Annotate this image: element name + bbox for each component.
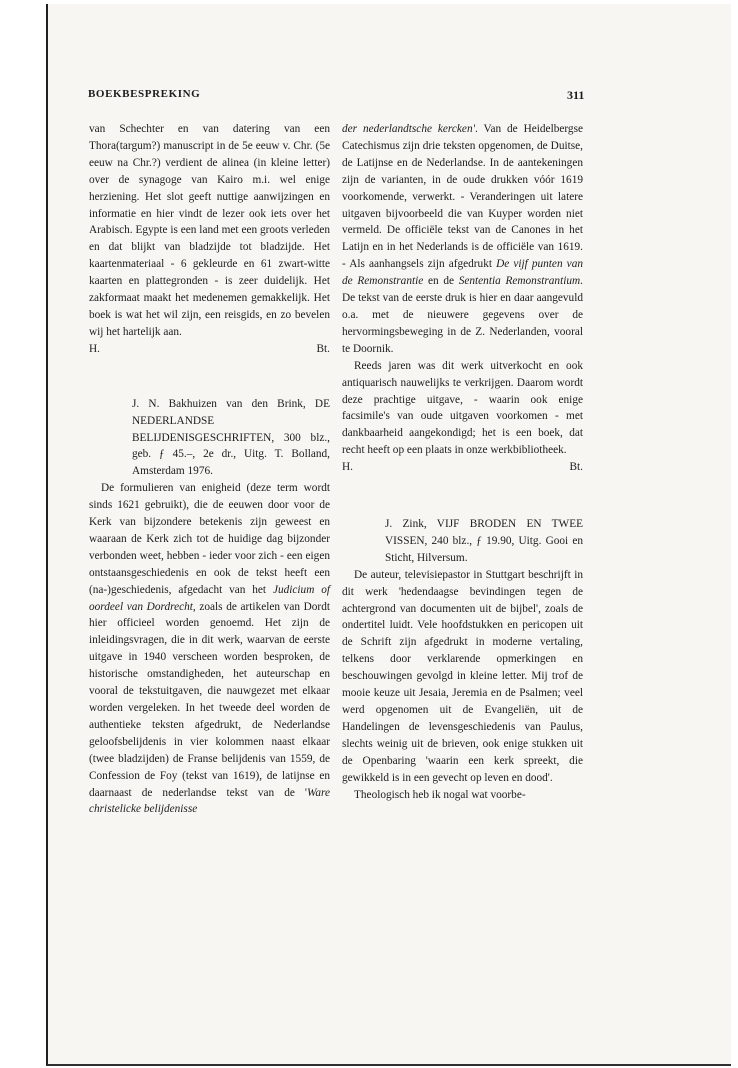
- review-paragraph: De auteur, televisiepastor in Stuttgart beschrijft in dit werk 'hedendaagse bevindingen tegen de achtergrond van documenten uit de bijbel', zoals de ondertitel luidt. Vele hoofdstukken en pericopen uit de Schrift zijn afgedrukt in moderne vertaling, telkens door verklarende opmerkingen en beschouwingen gevolgd in kleine letter. Mij trof de mooie keuze uit Jesaia, Jeremia en de Psalmen; veel werd opgenomen uit de Evangeliën, uit de Handelingen de levensgeschiedenis van Paulus, slechts weinig uit de brieven, ook enige stukken uit de Openbaring 'waarin een kerk spreekt, die gewikkeld is in een gevecht op leven en dood'.: [342, 568, 583, 784]
- italic-title: De vijf punten van de Remonstrantie: [342, 258, 583, 288]
- page-number: 311: [567, 88, 585, 102]
- signature-line: [342, 459, 583, 476]
- review-text: . Van de Heidelbergse Catechismus zijn drie teksten opgenomen, de Duitse, de Latijnse en de Nederlandse. In de aantekeningen zijn de varianten, in de oude drukken vóór 1619 voorkomende, verwerkt. - Veranderingen uit latere uitgaven bijvoorbeeld die van Kuyper worden niet vermeld. De officiële tekst van de Canones in het Latijn en in het Nederlands is de officiële van 1619. - Als aanhangsels zijn afgedrukt: [342, 123, 583, 271]
- signature-initial: H.: [89, 342, 100, 355]
- italic-title: Sententia Remonstrantium: [458, 275, 581, 288]
- review-text: De formulieren van enigheid (deze term wordt sinds 1621 gebruikt), die de eeuwen door voor de Kerk van bijzondere betekenis zijn geweest en waaraan de Kerk zich tot de huidige dag bijzonder verbonden weet, hebben - ieder voor zich - een eigen ontstaansgeschiedenis en ook de tekst heeft een (na-)geschiedenis, afgedacht van het: [89, 482, 330, 596]
- italic-title: der nederlandtsche kercken': [342, 123, 476, 135]
- review-paragraph: [342, 121, 583, 358]
- signature-reviewer: Bt.: [316, 342, 330, 355]
- review-paragraph: Theologisch heb ik nogal wat voorbe-: [354, 788, 526, 801]
- right-column: [342, 121, 583, 803]
- review-text: en de: [423, 275, 459, 288]
- italic-title: Judicium of oordeel van Dordrecht: [89, 583, 330, 613]
- italic-title: Ware christelicke belijdenisse: [89, 786, 330, 816]
- review-paragraph: [89, 480, 330, 818]
- review-continuation-paragraph: van Schechter en van datering van een Thora(targum?) manuscript in de 5e eeuw v. Chr. (5e eeuw na Chr.?) verdient de alinea (in kleine letter) over de synagoge van Kairo m.i. wel enige herziening. Het slot geeft nuttige aanwijzingen en informatie en hier vindt de lezer ook iets over het Arabisch. Egypte is een land met een groots verleden en dat blijkt van bladzijde tot bladzijde. Het kaartenmateriaal - 6 gekleurde en 61 zwart-witte kaarten en plattegronden - is zeer duidelijk. Het zakformaat maakt het medenemen gemakkelijk. Het boek is wat het wil zijn, een reisgids, en zo bevelen wij het hartelijk aan.: [89, 123, 330, 338]
- signature-reviewer: Bt.: [569, 461, 583, 474]
- left-column: [89, 121, 330, 818]
- review-text: . De tekst van de eerste druk is hier en daar aangevuld o.a. met de nieuwere gegevens over de hervormingsbeweging in de Z. Nederlanden, vooral te Doornik.: [342, 275, 583, 355]
- signature-line: [89, 341, 330, 358]
- review-paragraph: Reeds jaren was dit werk uitverkocht en ook antiquarisch nauwelijks te verkrijgen. Daarom wordt deze prachtige uitgave, - waarin ook enige facsimile's van oude uitgaven voorkomen - met dankbaarheid aangekondigd; het is een boek, dat recht heeft op een plaats in onze werkbibliotheek.: [342, 359, 583, 457]
- review-text: , zoals de artikelen van Dordt hier officieel worden genoemd. Het zijn de inleidingsvragen, die in dit werk, waarvan de eerste uitgave in 1940 verscheen worden besproken, de historische omstandigheden, het auteurschap en vooral de tekstuitgaven, die nauwgezet met elkaar worden vergeleken. In het tweede deel worden de authentieke teksten afgedrukt, de Nederlandse geloofsbelijdenis in vier kolommen naast elkaar (twee bladzijden) de Franse belijdenis van 1559, de Confession de Foy (tekst van 1619), de latijnse en daarnaast de nederlandse tekst van de ': [89, 600, 330, 799]
- book-reference: J. N. Bakhuizen van den Brink, DE NEDERLANDSE BELIJDENISGESCHRIFTEN, 300 blz., geb. ƒ 45.–, 2e dr., Uitg. T. Bolland, Amsterdam 1976.: [132, 397, 330, 478]
- running-header: BOEKBESPREKING: [88, 88, 201, 100]
- signature-initial: H.: [342, 461, 353, 474]
- book-reference: J. Zink, VIJF BRODEN EN TWEE VISSEN, 240 blz., ƒ 19.90, Uitg. Gooi en Sticht, Hilversum.: [385, 518, 583, 564]
